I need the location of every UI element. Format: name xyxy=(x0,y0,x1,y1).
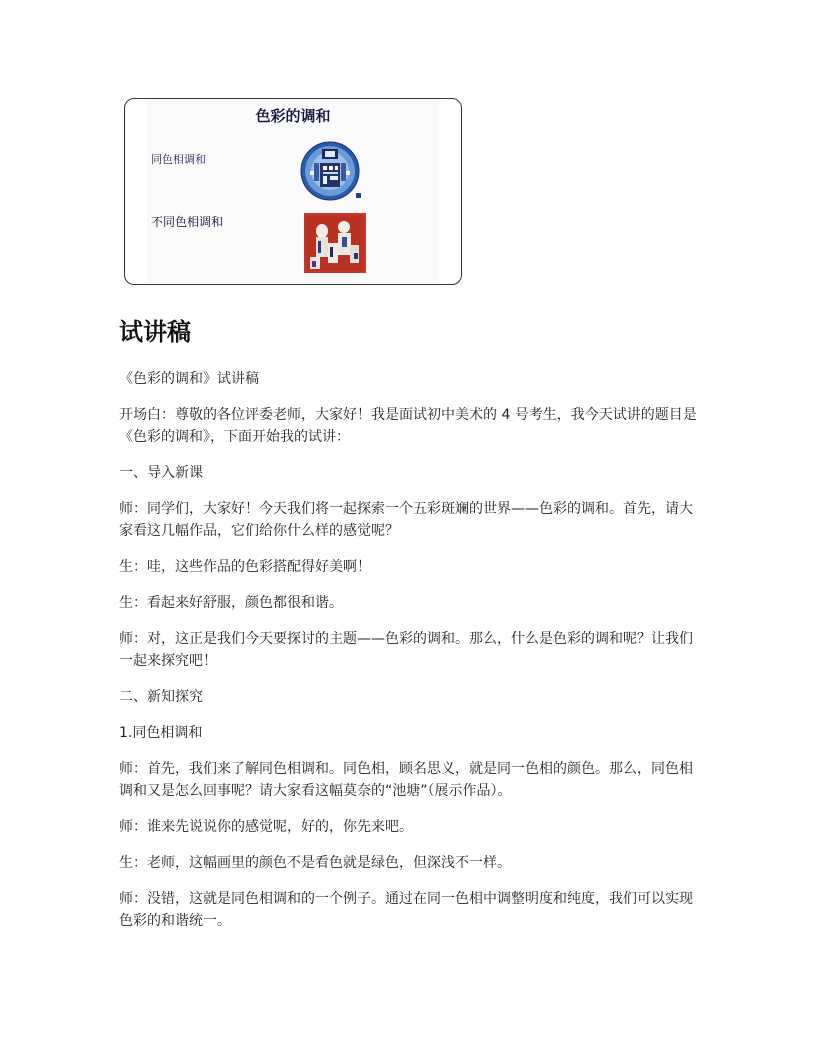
section-heading: 二、新知探究 xyxy=(119,689,203,705)
paragraph: 师：谁来先说说你的感觉呢，好的，你先来吧。 xyxy=(119,819,413,835)
section-heading: 一、导入新课 xyxy=(119,465,203,481)
slide-background xyxy=(147,99,439,284)
transcript-body xyxy=(119,368,699,946)
paragraph: 师：首先，我们来了解同色相调和。同色相，顾名思义，就是同一色相的颜色。那么，同色相调和又是怎么回事呢？请大家看这幅莫奈的“池塘”（展示作品）。 xyxy=(119,761,693,799)
doc-title: 《色彩的调和》试讲稿 xyxy=(119,371,259,387)
paragraph: 师：同学们，大家好！今天我们将一起探索一个五彩斑斓的世界——色彩的调和。首先，请大家看这几幅作品，它们给你什么样的感觉呢？ xyxy=(119,501,693,539)
slide-thumbnail xyxy=(124,98,462,285)
paragraph: 开场白：尊敬的各位评委老师，大家好！我是面试初中美术的 4 号考生，我今天试讲的题目是《色彩的调和》，下面开始我的试讲： xyxy=(119,407,697,445)
page-heading: 试讲稿 xyxy=(119,318,191,346)
red-figures-artwork-image xyxy=(304,213,366,273)
label-different-hue: 不同色相调和 xyxy=(151,215,224,229)
blue-circular-artwork-image xyxy=(300,141,362,203)
paragraph: 师：没错，这就是同色相调和的一个例子。通过在同一色相中调整明度和纯度，我们可以实现色彩的和谐统一。 xyxy=(119,891,693,929)
paragraph: 生：看起来好舒服，颜色都很和谐。 xyxy=(119,595,343,611)
paragraph: 生：老师，这幅画里的颜色不是看色就是绿色，但深浅不一样。 xyxy=(119,855,511,871)
slide-title: 色彩的调和 xyxy=(255,107,331,125)
label-same-hue: 同色相调和 xyxy=(151,153,206,166)
paragraph: 生：哇，这些作品的色彩搭配得好美啊！ xyxy=(119,559,371,575)
paragraph: 师：对，这正是我们今天要探讨的主题——色彩的调和。那么，什么是色彩的调和呢？让我们一起来探究吧！ xyxy=(119,631,693,669)
subsection-heading: 1.同色相调和 xyxy=(119,725,203,741)
